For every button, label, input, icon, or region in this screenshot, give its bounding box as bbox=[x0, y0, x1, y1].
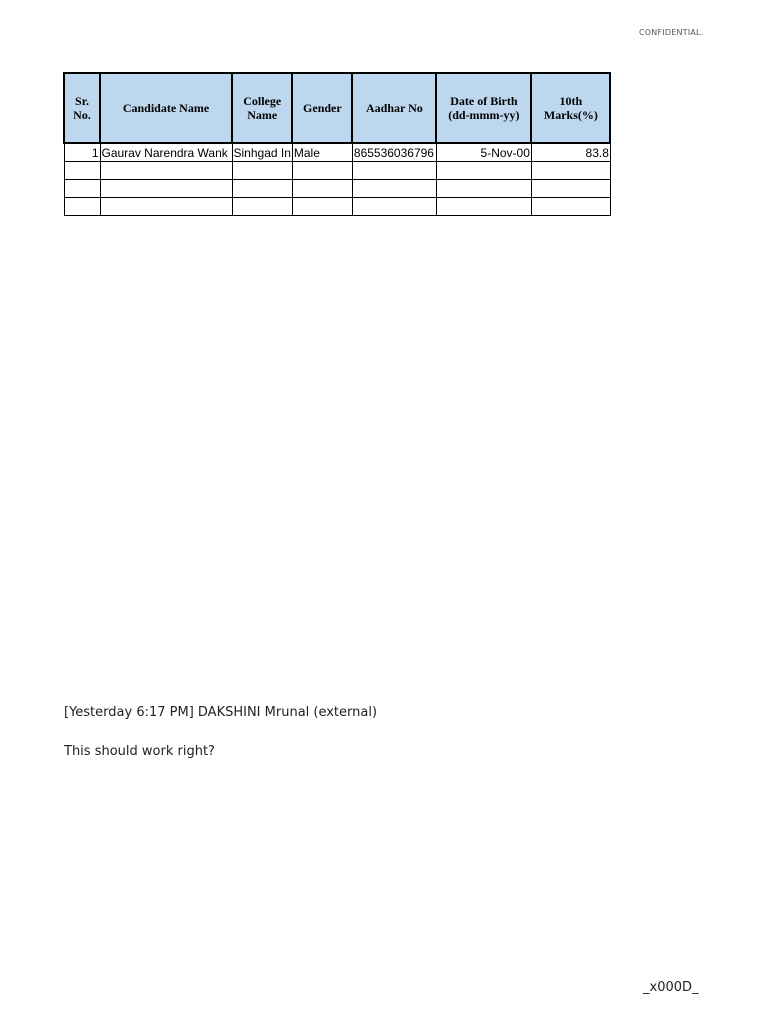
header-10th-marks: 10th Marks(%) bbox=[531, 73, 610, 143]
cell-gender[interactable] bbox=[292, 198, 352, 216]
cell-10th-marks[interactable]: 83.8 bbox=[531, 143, 610, 162]
cell-college-name[interactable] bbox=[232, 162, 292, 180]
table-header-row bbox=[64, 73, 610, 143]
table-row bbox=[64, 143, 610, 162]
cell-aadhar-no[interactable] bbox=[352, 198, 436, 216]
table-row bbox=[64, 180, 610, 198]
header-sr-no: Sr. No. bbox=[64, 73, 100, 143]
table-row bbox=[64, 198, 610, 216]
chat-message-header: [Yesterday 6:17 PM] DAKSHINI Mrunal (external) bbox=[64, 705, 378, 720]
table-row bbox=[64, 162, 610, 180]
cell-date-of-birth[interactable] bbox=[436, 180, 531, 198]
cell-10th-marks[interactable] bbox=[531, 162, 610, 180]
cell-sr-no[interactable] bbox=[64, 198, 100, 216]
cell-candidate-name[interactable] bbox=[100, 198, 232, 216]
confidential-label: CONFIDENTIAL. bbox=[639, 28, 704, 37]
header-date-of-birth: Date of Birth (dd-mmm-yy) bbox=[436, 73, 531, 143]
header-college-name: College Name bbox=[232, 73, 292, 143]
header-aadhar-no: Aadhar No bbox=[352, 73, 436, 143]
cell-aadhar-no[interactable]: 865536036796 bbox=[352, 143, 436, 162]
cell-gender[interactable]: Male bbox=[292, 143, 352, 162]
footer-code: _x000D_ bbox=[643, 980, 699, 995]
cell-10th-marks[interactable] bbox=[531, 180, 610, 198]
chat-message-text: This should work right? bbox=[64, 744, 215, 759]
cell-gender[interactable] bbox=[292, 180, 352, 198]
cell-sr-no[interactable] bbox=[64, 162, 100, 180]
cell-candidate-name[interactable]: Gaurav Narendra Wank bbox=[100, 143, 232, 162]
cell-sr-no[interactable] bbox=[64, 180, 100, 198]
cell-college-name[interactable] bbox=[232, 198, 292, 216]
cell-college-name[interactable] bbox=[232, 180, 292, 198]
cell-sr-no[interactable]: 1 bbox=[64, 143, 100, 162]
cell-candidate-name[interactable] bbox=[100, 180, 232, 198]
cell-aadhar-no[interactable] bbox=[352, 162, 436, 180]
cell-date-of-birth[interactable] bbox=[436, 162, 531, 180]
cell-date-of-birth[interactable] bbox=[436, 198, 531, 216]
header-gender: Gender bbox=[292, 73, 352, 143]
cell-gender[interactable] bbox=[292, 162, 352, 180]
candidate-table bbox=[63, 72, 611, 216]
cell-college-name[interactable]: Sinhgad In bbox=[232, 143, 292, 162]
cell-candidate-name[interactable] bbox=[100, 162, 232, 180]
cell-10th-marks[interactable] bbox=[531, 198, 610, 216]
cell-aadhar-no[interactable] bbox=[352, 180, 436, 198]
header-candidate-name: Candidate Name bbox=[100, 73, 232, 143]
cell-date-of-birth[interactable]: 5-Nov-00 bbox=[436, 143, 531, 162]
